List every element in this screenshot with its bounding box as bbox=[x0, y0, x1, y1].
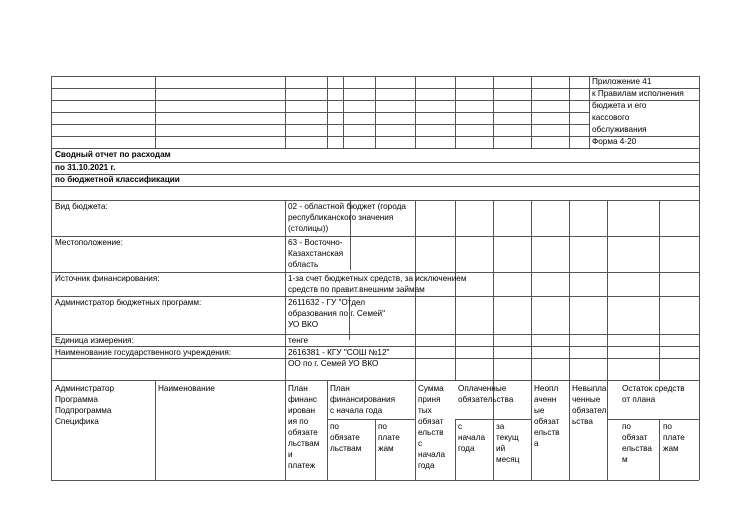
grid-line bbox=[455, 200, 456, 380]
admin-value: образования по г. Семей" bbox=[288, 309, 386, 318]
unit-label: Единица измерения: bbox=[55, 336, 134, 345]
header-remainder: Остаток средств bbox=[622, 384, 685, 393]
header-rem-obligations: ельства bbox=[622, 444, 652, 453]
grid-line bbox=[285, 200, 286, 380]
grid-line bbox=[607, 200, 608, 380]
header-sub-obligations: льствам bbox=[330, 444, 362, 453]
budget-type-value: республиканского значения bbox=[288, 213, 394, 222]
header-unfulfilled: Невыпла bbox=[572, 384, 607, 393]
grid-line bbox=[327, 419, 415, 420]
grid-line bbox=[699, 76, 700, 480]
grid-line bbox=[607, 419, 699, 420]
admin-label: Администратор бюджетных программ: bbox=[55, 298, 202, 307]
header-plan-financing: и bbox=[288, 450, 293, 459]
source-value: средств по правит.внешним займам bbox=[288, 285, 425, 294]
grid-line bbox=[531, 380, 532, 480]
header-accepted: года bbox=[418, 461, 435, 470]
header-accepted: тых bbox=[418, 406, 432, 415]
header-accepted: обязат bbox=[418, 417, 444, 426]
header-paid-since-start: года bbox=[458, 444, 475, 453]
header-accepted: с bbox=[418, 439, 423, 448]
header-paid-month: ий bbox=[496, 444, 506, 453]
location-value: область bbox=[288, 260, 319, 269]
header-classification: Программа bbox=[55, 395, 98, 404]
grid-line bbox=[569, 380, 570, 480]
header-paid-month: за bbox=[496, 422, 505, 431]
admin-value: УО ВКО bbox=[288, 320, 319, 329]
grid-line bbox=[51, 124, 589, 125]
grid-line bbox=[455, 419, 456, 480]
appendix-line: бюджета и его bbox=[592, 101, 647, 110]
header-unpaid: ельств bbox=[534, 428, 560, 437]
header-classification: Специфика bbox=[55, 417, 99, 426]
header-unpaid: аченн bbox=[534, 395, 557, 404]
grid-line bbox=[415, 200, 416, 402]
grid-line bbox=[327, 380, 328, 480]
header-accepted: ельств bbox=[418, 428, 444, 437]
header-classification: Администратор bbox=[55, 384, 115, 393]
header-sub-payments: жам bbox=[378, 444, 394, 453]
header-unfulfilled: ьства bbox=[572, 417, 593, 426]
budget-type-value: 02 - областной бюджет (города bbox=[288, 202, 406, 211]
header-name: Наименование bbox=[158, 384, 215, 393]
header-accepted: начала bbox=[418, 450, 446, 459]
appendix-line: Приложение 41 bbox=[592, 77, 652, 86]
header-unpaid: ые bbox=[534, 406, 545, 415]
header-plan-since-start: План bbox=[330, 384, 350, 393]
grid-line bbox=[51, 346, 699, 347]
appendix-line: кассового bbox=[592, 113, 630, 122]
grid-line bbox=[285, 380, 286, 480]
grid-line bbox=[659, 419, 660, 480]
institution-value: 2616381 - КГУ "СОШ №12" bbox=[288, 348, 390, 357]
header-rem-payments: жам bbox=[663, 444, 679, 453]
header-classification: Подпрограмма bbox=[55, 406, 112, 415]
header-plan-financing: ия по bbox=[288, 417, 309, 426]
grid-line bbox=[493, 200, 494, 380]
budget-type-label: Вид бюджета: bbox=[55, 202, 108, 211]
header-rem-payments: плате bbox=[663, 433, 685, 442]
grid-line bbox=[51, 296, 699, 297]
grid-line bbox=[51, 236, 699, 237]
grid-line bbox=[155, 380, 156, 480]
header-rem-payments: по bbox=[663, 422, 672, 431]
grid-line bbox=[51, 148, 699, 149]
grid-line bbox=[569, 200, 570, 380]
report-subtitle: по бюджетной классификации bbox=[55, 175, 180, 184]
grid-line bbox=[455, 419, 531, 420]
location-value: 63 - Восточно- bbox=[288, 238, 343, 247]
header-paid: обязательства bbox=[458, 395, 514, 404]
grid-line bbox=[51, 380, 699, 381]
header-plan-financing: платеж bbox=[288, 461, 316, 470]
unit-value: тенге bbox=[288, 336, 309, 345]
header-paid-since-start: начала bbox=[458, 433, 486, 442]
institution-label: Наименование государственного учреждения: bbox=[55, 348, 232, 357]
header-unpaid: обязат bbox=[534, 417, 560, 426]
header-accepted: приня bbox=[418, 395, 441, 404]
budget-type-value: (столицы)) bbox=[288, 224, 329, 233]
header-unpaid: Неопл bbox=[534, 384, 559, 393]
header-rem-obligations: по bbox=[622, 422, 631, 431]
header-remainder: от плана bbox=[622, 395, 656, 404]
header-plan-financing: ирован bbox=[288, 406, 316, 415]
header-paid: Оплаченные bbox=[458, 384, 507, 393]
location-label: Местоположение: bbox=[55, 238, 123, 247]
form-number: Форма 4-20 bbox=[592, 137, 637, 146]
grid-line bbox=[659, 200, 660, 380]
header-plan-financing: План bbox=[288, 384, 308, 393]
grid-line bbox=[51, 162, 699, 163]
header-accepted: Сумма bbox=[418, 384, 444, 393]
header-sub-obligations: обязате bbox=[330, 433, 360, 442]
grid-line bbox=[531, 200, 532, 380]
grid-line bbox=[51, 112, 589, 113]
grid-line bbox=[415, 380, 416, 480]
grid-line bbox=[51, 480, 699, 481]
header-sub-obligations: по bbox=[330, 422, 339, 431]
header-plan-financing: обязате bbox=[288, 428, 318, 437]
source-label: Источник финансирования: bbox=[55, 274, 160, 283]
header-plan-financing: финанс bbox=[288, 395, 318, 404]
location-value: Казахстанская bbox=[288, 249, 344, 258]
report-title: Сводный отчет по расходам bbox=[55, 150, 171, 159]
header-paid-month: месяц bbox=[496, 455, 520, 464]
header-paid-since-start: с bbox=[458, 422, 463, 431]
appendix-line: к Правилам исполнения bbox=[592, 89, 684, 98]
header-plan-financing: льствам bbox=[288, 439, 320, 448]
grid-line bbox=[51, 334, 699, 335]
header-unfulfilled: обязател bbox=[572, 406, 607, 415]
grid-line bbox=[375, 419, 376, 480]
header-plan-since-start: финансирования bbox=[330, 395, 396, 404]
grid-line bbox=[607, 380, 608, 480]
header-unfulfilled: ченные bbox=[572, 395, 601, 404]
report-sheet bbox=[51, 76, 699, 480]
source-value: 1-за счет бюджетных средств, за исключением bbox=[288, 274, 467, 283]
header-rem-obligations: обязат bbox=[622, 433, 648, 442]
appendix-line: обслуживания bbox=[592, 125, 647, 134]
header-sub-payments: по bbox=[378, 422, 387, 431]
grid-line bbox=[51, 186, 699, 187]
grid-line bbox=[589, 76, 590, 148]
grid-line bbox=[51, 272, 699, 273]
header-unpaid: а bbox=[534, 439, 539, 448]
header-paid-month: текущ bbox=[496, 433, 519, 442]
header-sub-payments: плате bbox=[378, 433, 400, 442]
report-period: по 31.10.2021 г. bbox=[55, 163, 116, 172]
grid-line bbox=[51, 200, 699, 201]
institution-value: ОО по г. Семей УО ВКО bbox=[288, 359, 379, 368]
admin-value: 2611632 - ГУ "Отдел bbox=[288, 298, 366, 307]
header-rem-obligations: м bbox=[622, 455, 628, 464]
header-plan-since-start: с начала года bbox=[330, 406, 383, 415]
